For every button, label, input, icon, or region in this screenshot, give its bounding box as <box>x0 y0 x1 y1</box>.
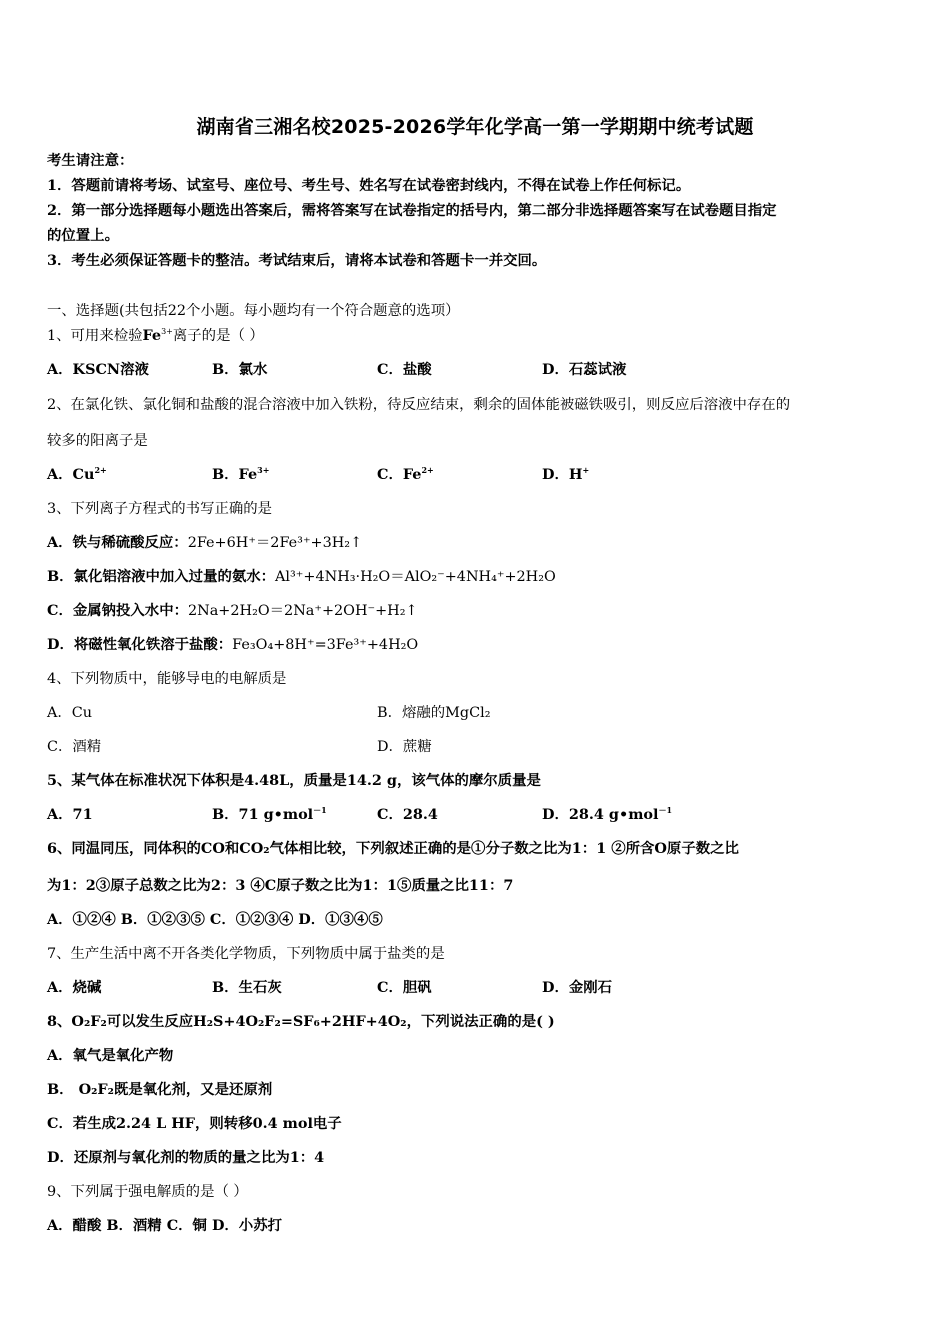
q9-options: A．醋酸 B．酒精 C．铜 D．小苏打 <box>47 1217 282 1234</box>
q3-option-c: C．金属钠投入水中：2Na+2H₂O＝2Na⁺+2OH⁻+H₂↑ <box>47 602 418 619</box>
section-heading: 一、选择题(共包括22个小题。每小题均有一个符合题意的选项） <box>47 303 460 319</box>
q2-option-d: D．H+ <box>542 465 590 483</box>
q8-option-b: B． O₂F₂既是氧化剂，又是还原剂 <box>47 1081 273 1098</box>
q4-option-a: A．Cu <box>47 705 93 721</box>
q1-option-d: D．石蕊试液 <box>542 361 627 378</box>
question-2-stem: 2、在氯化铁、氯化铜和盐酸的混合溶液中加入铁粉，待反应结束，剩余的固体能被磁铁吸引，则反应后溶液中存在的 <box>47 397 791 413</box>
notice-item: 2．第一部分选择题每小题选出答案后，需将答案写在试卷指定的括号内，第二部分非选择题答案写在试卷题目指定 <box>47 202 777 219</box>
q3-option-a: A．铁与稀硫酸反应：2Fe+6H⁺＝2Fe³⁺+3H₂↑ <box>47 534 363 551</box>
notice-item: 的位置上。 <box>47 227 119 244</box>
question-4-stem: 4、下列物质中，能够导电的电解质是 <box>47 671 287 687</box>
question-9-stem: 9、下列属于强电解质的是（ ） <box>47 1184 248 1200</box>
q5-option-c: C．28.4 <box>377 806 438 823</box>
q5-option-d: D．28.4 g•mol$^{-1}$ <box>542 805 673 823</box>
question-5-stem: 5、某气体在标准状况下体积是4.48L，质量是14.2 g，该气体的摩尔质量是 <box>47 772 541 789</box>
q5-option-a: A．71 <box>47 806 93 823</box>
q7-option-b: B．生石灰 <box>212 979 282 996</box>
question-7-stem: 7、生产生活中离不开各类化学物质，下列物质中属于盐类的是 <box>47 946 445 962</box>
question-6-stem-cont: 为1：2③原子总数之比为2：3 ④C原子数之比为1：1⑤质量之比11：7 <box>47 877 514 894</box>
q4-option-b: B．熔融的MgCl₂ <box>377 705 491 721</box>
q3-option-d: D．将磁性氧化铁溶于盐酸：Fe₃O₄+8H⁺=3Fe³⁺+4H₂O <box>47 636 419 653</box>
q8-option-c: C．若生成2.24 L HF，则转移0.4 mol电子 <box>47 1115 342 1132</box>
q1-option-a: A．KSCN溶液 <box>47 361 149 378</box>
question-3-stem: 3、下列离子方程式的书写正确的是 <box>47 501 273 517</box>
q4-option-d: D．蔗糖 <box>377 739 432 755</box>
notice-heading: 考生请注意： <box>47 152 134 169</box>
q2-option-c: C．$Fe^{2+}$ <box>377 465 434 483</box>
q4-option-c: C．酒精 <box>47 739 102 755</box>
q7-option-c: C．胆矾 <box>377 979 432 996</box>
page-title: 湖南省三湘名校2025-2026学年化学高一第一学期期中统考试题 <box>196 116 754 138</box>
question-6-stem: 6、同温同压，同体积的CO和CO₂气体相比较，下列叙述正确的是①分子数之比为1：1 ②所含O原子数之比 <box>47 840 739 857</box>
q3-option-b: B．氯化铝溶液中加入过量的氨水：Al³⁺+4NH₃·H₂O＝AlO₂⁻+4NH₄⁺+2H₂O <box>47 568 556 585</box>
question-1-stem: 1、可用来检验$Fe^{3+}$离子的是（ ） <box>47 327 264 344</box>
q1-option-b: B．氯水 <box>212 361 268 378</box>
q8-option-d: D．还原剂与氧化剂的物质的量之比为1：4 <box>47 1149 325 1166</box>
q2-option-a: A．$Cu^{2+}$ <box>47 465 107 483</box>
q1-option-c: C．盐酸 <box>377 361 432 378</box>
q7-option-d: D．金刚石 <box>542 979 613 996</box>
notice-item: 1．答题前请将考场、试室号、座位号、考生号、姓名写在试卷密封线内，不得在试卷上作任何标记。 <box>47 177 691 194</box>
q7-option-a: A．烧碱 <box>47 979 102 996</box>
question-2-stem-cont: 较多的阳离子是 <box>47 433 148 449</box>
q2-option-b: B．$Fe^{3+}$ <box>212 465 270 483</box>
q5-option-b: B．71 g•mol$^{-1}$ <box>212 805 327 823</box>
notice-item: 3．考生必须保证答题卡的整洁。考试结束后，请将本试卷和答题卡一并交回。 <box>47 252 547 269</box>
question-8-stem: 8、O₂F₂可以发生反应H₂S+4O₂F₂=SF₆+2HF+4O₂，下列说法正确的是( ) <box>47 1013 555 1030</box>
q6-options: A．①②④ B．①②③⑤ C．①②③④ D．①③④⑤ <box>47 911 383 928</box>
q8-option-a: A．氧气是氧化产物 <box>47 1047 174 1064</box>
